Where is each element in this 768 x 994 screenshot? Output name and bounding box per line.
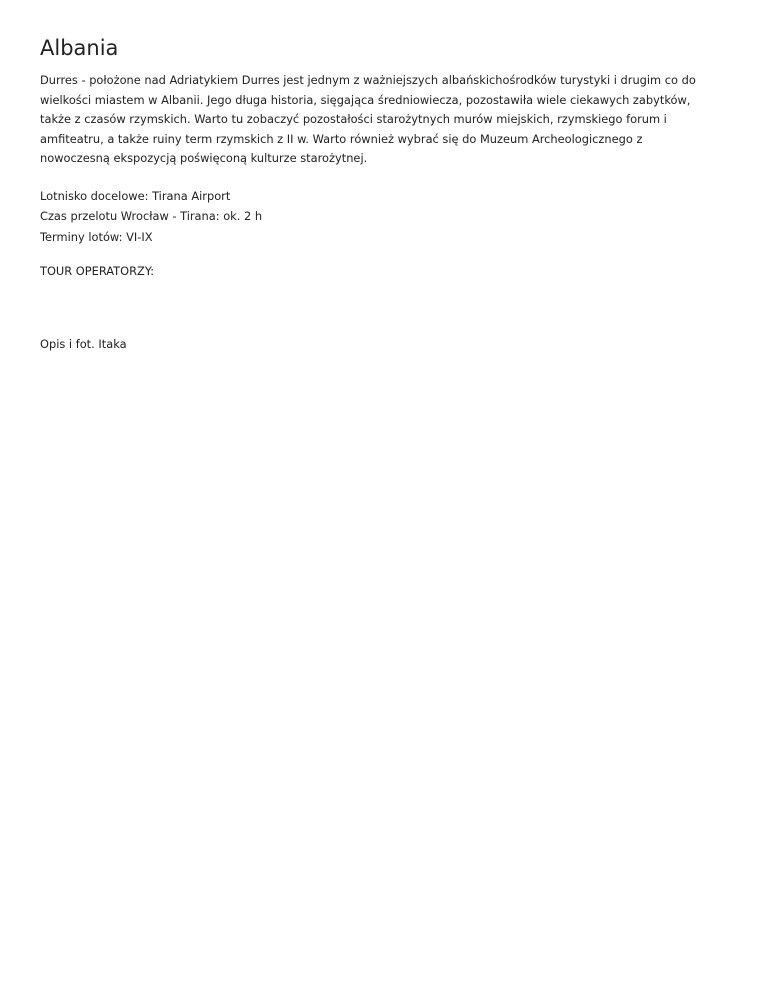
flight-dates-info: Terminy lotów: VI-IX <box>40 229 153 244</box>
intro-line: także z czasów rzymskich. Warto tu zobaczyć pozostałości starożytnych murów miejskich, rzymskiego forum i <box>40 112 667 127</box>
article <box>40 34 730 354</box>
intro-line: nowoczesną ekspozycją poświęconą kulturze starożytnej. <box>40 151 368 166</box>
tour-operators-heading: TOUR OPERATORZY: <box>40 264 155 279</box>
intro-line: Durres - położone nad Adriatykiem Durres jest jednym z ważniejszych albańskichośrodków turystyki i drugim co do <box>40 73 696 87</box>
page-title: Albania <box>40 36 119 60</box>
source-credit: Opis i fot. Itaka <box>40 337 127 352</box>
intro-paragraph <box>40 71 730 169</box>
flight-info <box>40 186 730 248</box>
airport-info: Lotnisko docelowe: Tirana Airport <box>40 188 231 203</box>
intro-line: amfiteatru, a także ruiny term rzymskich z II w. Warto również wybrać się do Muzeum Archeologicznego z <box>40 131 643 146</box>
intro-line: wielkości miastem w Albanii. Jego długa historia, sięgająca średniowiecza, pozostawiła wiele ciekawych zabytków, <box>40 92 691 107</box>
flight-time-info: Czas przelotu Wrocław - Tirana: ok. 2 h <box>40 209 263 224</box>
